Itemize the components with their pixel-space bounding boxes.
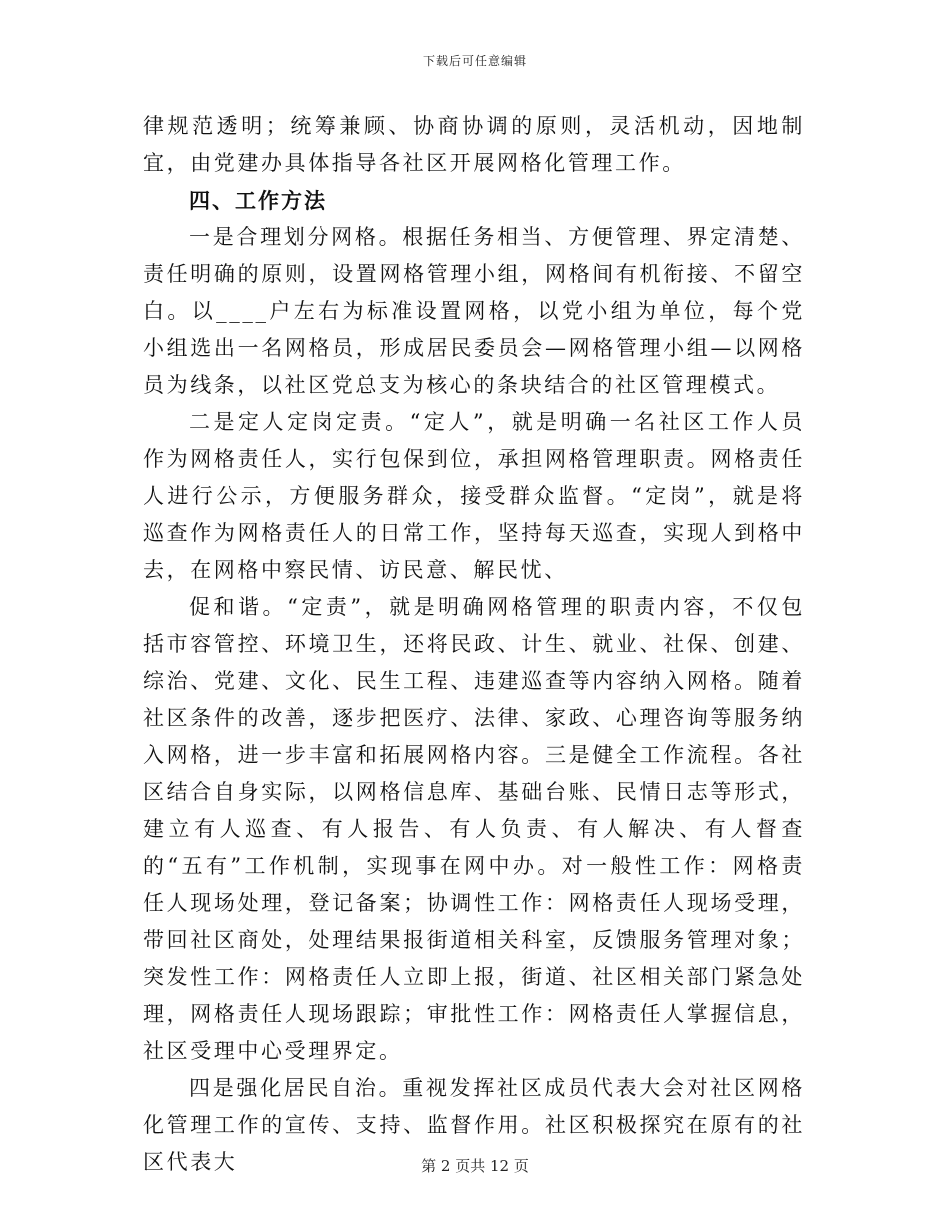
document-body xyxy=(143,108,805,1181)
paragraph-resident-autonomy: 四是强化居民自治。重视发挥社区成员代表大会对社区网格化管理工作的宣传、支持、监督作用。社区积极探究在原有的社区代表大 xyxy=(143,1076,805,1174)
paragraph-staffing: 二是定人定岗定责。“定人”，就是明确一名社区工作人员作为网格责任人，实行包保到位，承担网格管理职责。网格责任人进行公示，方便服务群众，接受群众监督。“定岗”，就是将巡查作为网格责任人的日常工作，坚持每天巡查，实现人到格中去，在网格中察民情、访民意、解民忧、 xyxy=(143,410,805,582)
paragraph-responsibility: 促和谐。“定责”，就是明确网格管理的职责内容，不仅包括市容管控、环境卫生，还将民政、计生、就业、社保、创建、综治、党建、文化、民生工程、违建巡查等内容纳入网格。随着社区条件的改善，逐步把医疗、法律、家政、心理咨询等服务纳入网格，进一步丰富和拓展网格内容。三是健全工作流程。各社区结合自身实际，以网格信息库、基础台账、民情日志等形式，建立有人巡查、有人报告、有人负责、有人解决、有人督查的“五有”工作机制，实现事在网中办。对一般性工作：网格责任人现场处理，登记备案；协调性工作：网格责任人现场受理，带回社区商处，处理结果报街道相关科室，反馈服务管理对象；突发性工作：网格责任人立即上报，街道、社区相关部门紧急处理，网格责任人现场跟踪；审批性工作：网格责任人掌握信息，社区受理中心受理界定。 xyxy=(143,595,805,1063)
paragraph-continuation: 律规范透明；统筹兼顾、协商协调的原则，灵活机动，因地制宜，由党建办具体指导各社区开展网格化管理工作。 xyxy=(143,114,805,175)
paragraph-grid-division: 一是合理划分网格。根据任务相当、方便管理、界定清楚、责任明确的原则，设置网格管理小组，网格间有机衔接、不留空白。以____户左右为标准设置网格，以党小组为单位，每个党小组选出一名网格员，形成居民委员会—网格管理小组—以网格员为线条，以社区党总支为核心的条块结合的社区管理模式。 xyxy=(143,225,805,397)
page-number-footer: 第 2 页共 12 页 xyxy=(421,1157,529,1175)
page-header: 下载后可任意编辑 xyxy=(422,54,527,68)
section-heading: 四、工作方法 xyxy=(189,188,327,213)
